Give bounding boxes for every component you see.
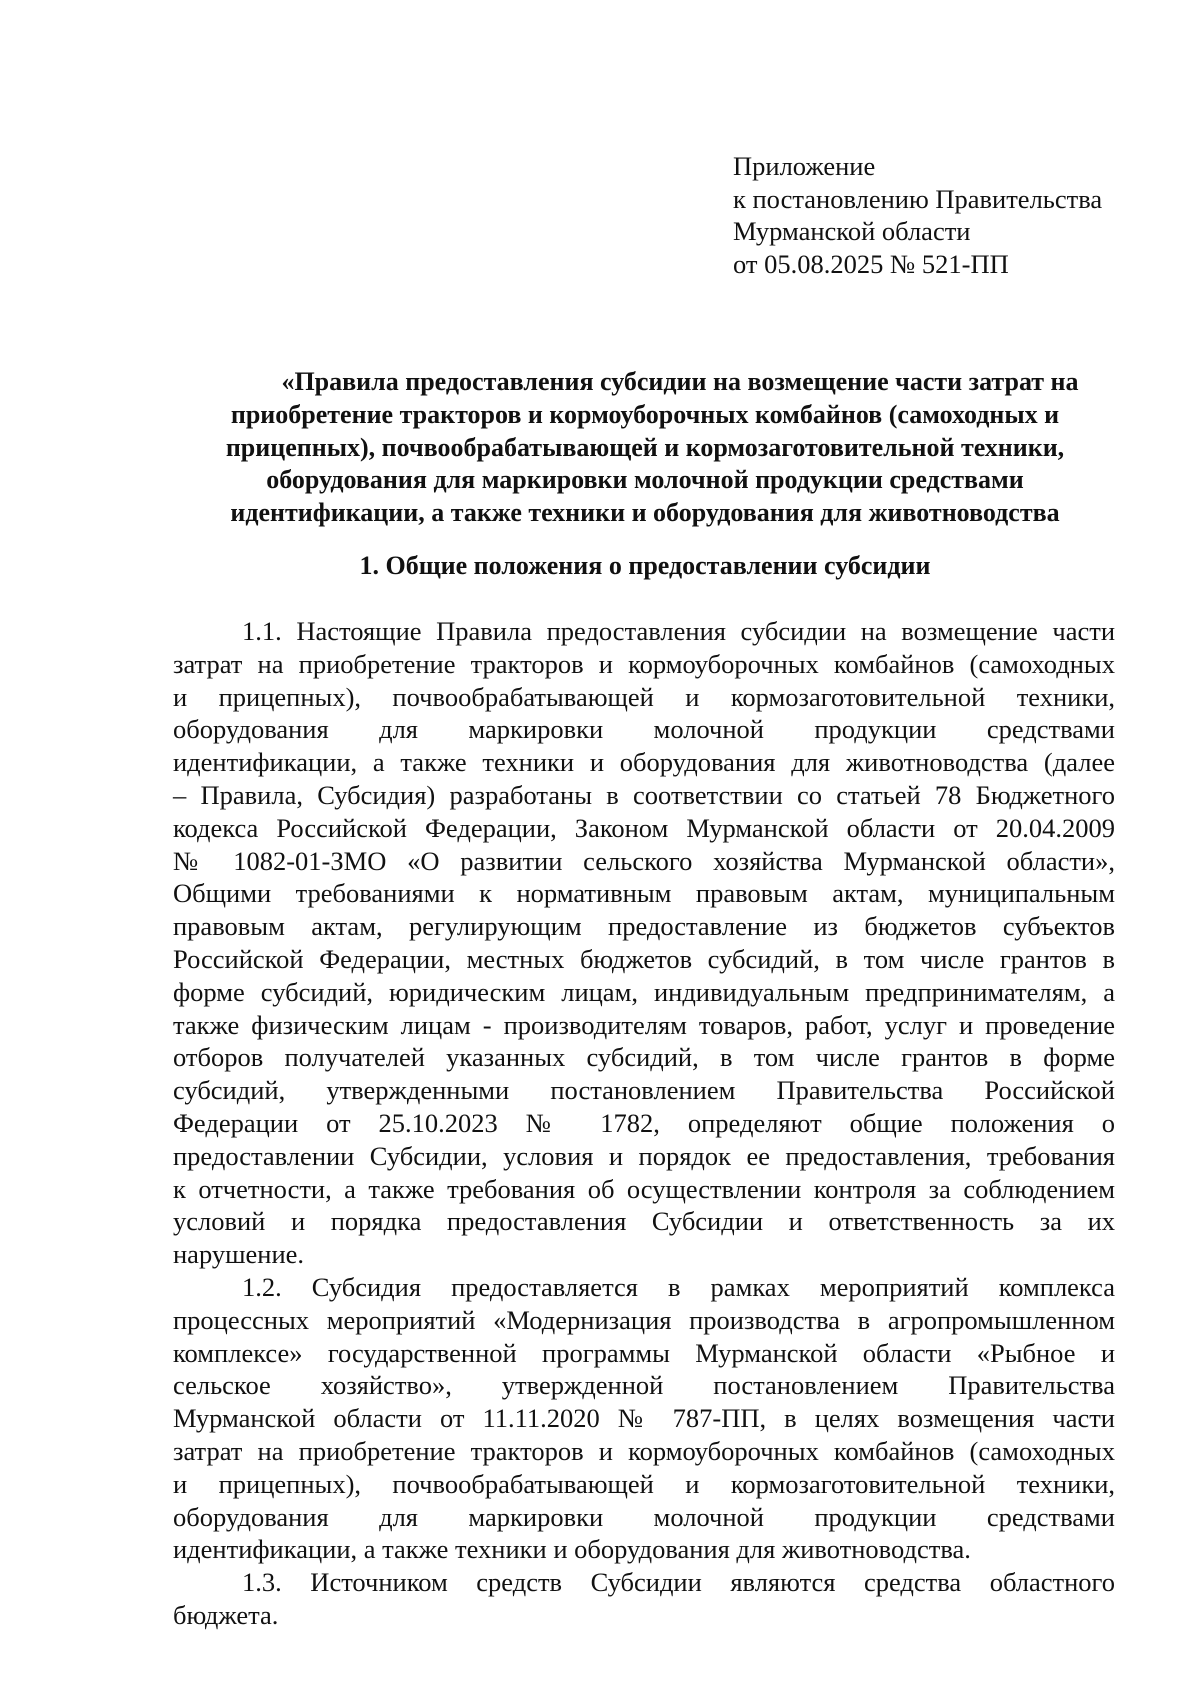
paragraph-line: оборудования для маркировки молочной продукции средствами — [173, 714, 1115, 745]
document-title — [172, 366, 1118, 530]
paragraph-line: бюджета. — [173, 1599, 279, 1630]
title-line: прицепных), почвообрабатывающей и кормозаготовительной техники, — [225, 432, 1065, 462]
paragraph-line: и прицепных), почвообрабатывающей и кормозаготовительной техники, — [173, 681, 1115, 712]
appendix-line: Мурманской области — [733, 216, 971, 246]
paragraph-line: Общими требованиями к нормативным правовым актам, муниципальным — [173, 878, 1115, 909]
paragraph-line: 1.3. Источником средств Субсидии являются средства областного — [242, 1567, 1115, 1598]
paragraph-line: правовым актам, регулирующим предоставление из бюджетов субъектов — [173, 911, 1115, 942]
appendix-header — [733, 150, 1173, 280]
paragraph-line: комплексе» государственной программы Мурманской области «Рыбное и — [173, 1337, 1115, 1368]
paragraph-line: Федерации от 25.10.2023 № 1782, определяют общие положения о — [173, 1107, 1115, 1138]
paragraph-line: оборудования для маркировки молочной продукции средствами — [173, 1501, 1115, 1532]
title-line: приобретение тракторов и кормоуборочных комбайнов (самоходных и — [230, 399, 1060, 429]
paragraph-line: сельское хозяйство», утвержденной постановлением Правительства — [173, 1370, 1115, 1401]
paragraph-line: Российской Федерации, местных бюджетов субсидий, в том числе грантов в — [173, 943, 1115, 974]
paragraph-line: к отчетности, а также требования об осуществлении контроля за соблюдением — [173, 1173, 1115, 1204]
paragraph-1-2 — [173, 1271, 1115, 1566]
paragraph-line: – Правила, Субсидия) разработаны в соответствии со статьей 78 Бюджетного — [173, 779, 1115, 810]
paragraph-line: 1.2. Субсидия предоставляется в рамках мероприятий комплекса — [242, 1271, 1115, 1302]
title-line: оборудования для маркировки молочной продукции средствами — [266, 465, 1024, 495]
title-line: «Правила предоставления субсидии на возмещение части затрат на — [281, 367, 1079, 396]
paragraph-line: субсидий, утвержденными постановлением Правительства Российской — [173, 1075, 1115, 1106]
document-body — [173, 615, 1115, 1632]
paragraph-line: № 1082-01-ЗМО «О развитии сельского хозяйства Мурманской области», — [173, 845, 1115, 876]
paragraph-line: предоставлении Субсидии, условия и порядок ее предоставления, требования — [173, 1140, 1115, 1171]
paragraph-line: идентификации, а также техники и оборудования для животноводства (далее — [173, 747, 1115, 778]
paragraph-line: отборов получателей указанных субсидий, в том числе грантов в форме — [173, 1042, 1115, 1073]
paragraph-line: идентификации, а также техники и оборудования для животноводства. — [173, 1534, 971, 1565]
paragraph-line: затрат на приобретение тракторов и кормоуборочных комбайнов (самоходных — [173, 648, 1115, 679]
paragraph-1-3 — [173, 1566, 1115, 1632]
paragraph-line: кодекса Российской Федерации, Законом Мурманской области от 20.04.2009 — [173, 812, 1115, 843]
appendix-line: к постановлению Правительства — [733, 183, 1103, 214]
paragraph-line: и прицепных), почвообрабатывающей и кормозаготовительной техники, — [173, 1468, 1115, 1499]
appendix-line: Приложение — [733, 151, 876, 181]
paragraph-line: затрат на приобретение тракторов и кормоуборочных комбайнов (самоходных — [173, 1435, 1115, 1466]
appendix-line: от 05.08.2025 № 521-ПП — [733, 248, 1009, 279]
paragraph-line: 1.1. Настоящие Правила предоставления субсидии на возмещение части — [242, 616, 1115, 646]
title-line: идентификации, а также техники и оборудования для животноводства — [230, 498, 1060, 528]
paragraph-line: нарушение. — [173, 1239, 305, 1270]
paragraph-line: также физическим лицам - производителям товаров, работ, услуг и проведение — [173, 1009, 1115, 1040]
paragraph-1-1 — [173, 615, 1115, 1271]
paragraph-line: форме субсидий, юридическим лицам, индивидуальным предпринимателям, а — [173, 976, 1115, 1007]
paragraph-line: Мурманской области от 11.11.2020 № 787-ПП, в целях возмещения части — [173, 1403, 1115, 1434]
paragraph-line: процессных мероприятий «Модернизация производства в агропромышленном — [173, 1304, 1115, 1335]
paragraph-line: условий и порядка предоставления Субсидии и ответственность за их — [173, 1206, 1115, 1237]
section-heading: 1. Общие положения о предоставлении субсидии — [359, 551, 931, 580]
